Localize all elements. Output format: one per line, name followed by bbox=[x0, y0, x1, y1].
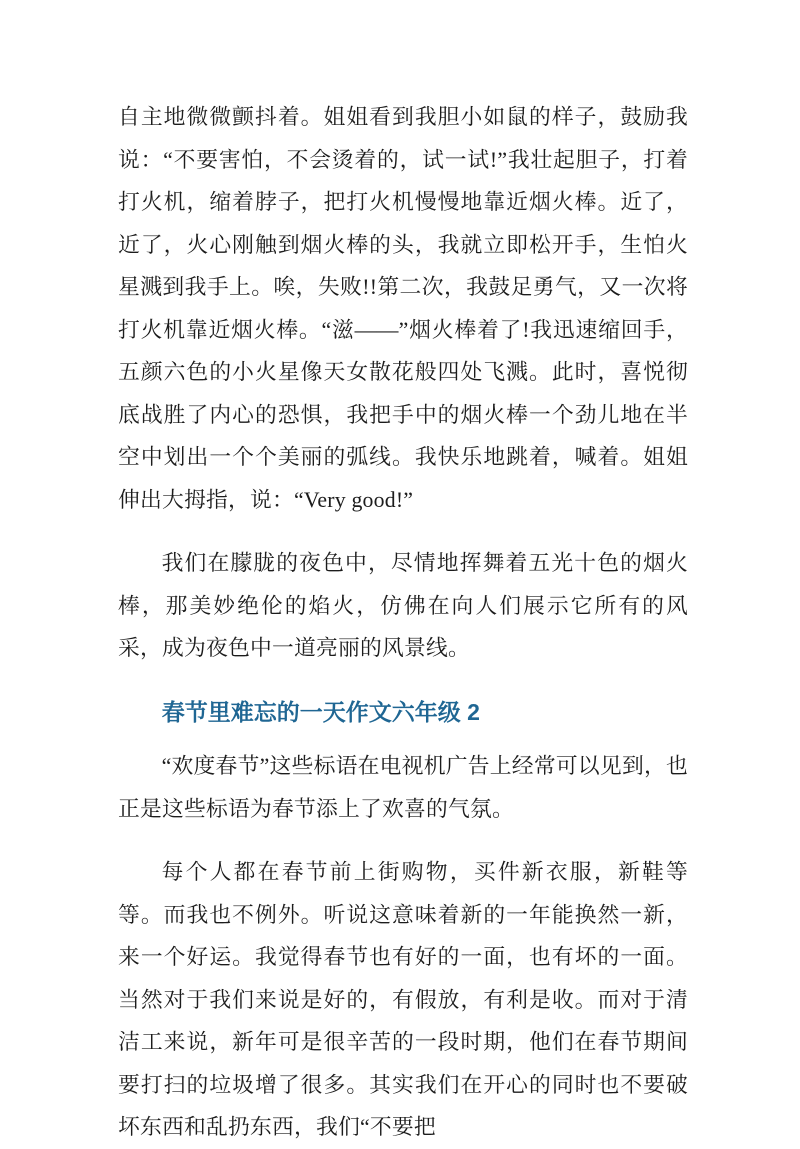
document-page bbox=[118, 96, 688, 1149]
essay-paragraph: 我们在朦胧的夜色中，尽情地挥舞着五光十色的烟火棒，那美妙绝伦的焰火，仿佛在向人们展示它所有的风采，成为夜色中一道亮丽的风景线。 bbox=[118, 551, 688, 660]
essay-paragraph: “欢度春节”这些标语在电视机广告上经常可以见到，也正是这些标语为春节添上了欢喜的气氛。 bbox=[118, 754, 688, 821]
essay-paragraph-continuation: 自主地微微颤抖着。姐姐看到我胆小如鼠的样子，鼓励我说：“不要害怕，不会烫着的，试一试!”我壮起胆子，打着打火机，缩着脖子，把打火机慢慢地靠近烟火棒。近了，近了，火心刚触到烟火棒的头，我就立即松开手，生怕火星溅到我手上。唉，失败!!第二次，我鼓足勇气，又一次将打火机靠近烟火棒。“滋——”烟火棒着了!我迅速缩回手，五颜六色的小火星像天女散花般四处飞溅。此时，喜悦彻底战胜了内心的恐惧，我把手中的烟火棒一个劲儿地在半空中划出一个个美丽的弧线。我快乐地跳着，喊着。姐姐伸出大拇指，说：“Very good!” bbox=[118, 105, 688, 512]
essay-paragraph-truncated: 每个人都在春节前上街购物，买件新衣服，新鞋等等。而我也不例外。听说这意味着新的一年能换然一新，来一个好运。我觉得春节也有好的一面，也有坏的一面。当然对于我们来说是好的，有假放，有利是收。而对于清洁工来说，新年可是很辛苦的一段时期，他们在春节期间要打扫的垃圾增了很多。其实我们在开心的同时也不要破坏东西和乱扔东西，我们“不要把 bbox=[118, 860, 688, 1139]
section-heading-essay-2: 春节里难忘的一天作文六年级 2 bbox=[161, 698, 480, 725]
